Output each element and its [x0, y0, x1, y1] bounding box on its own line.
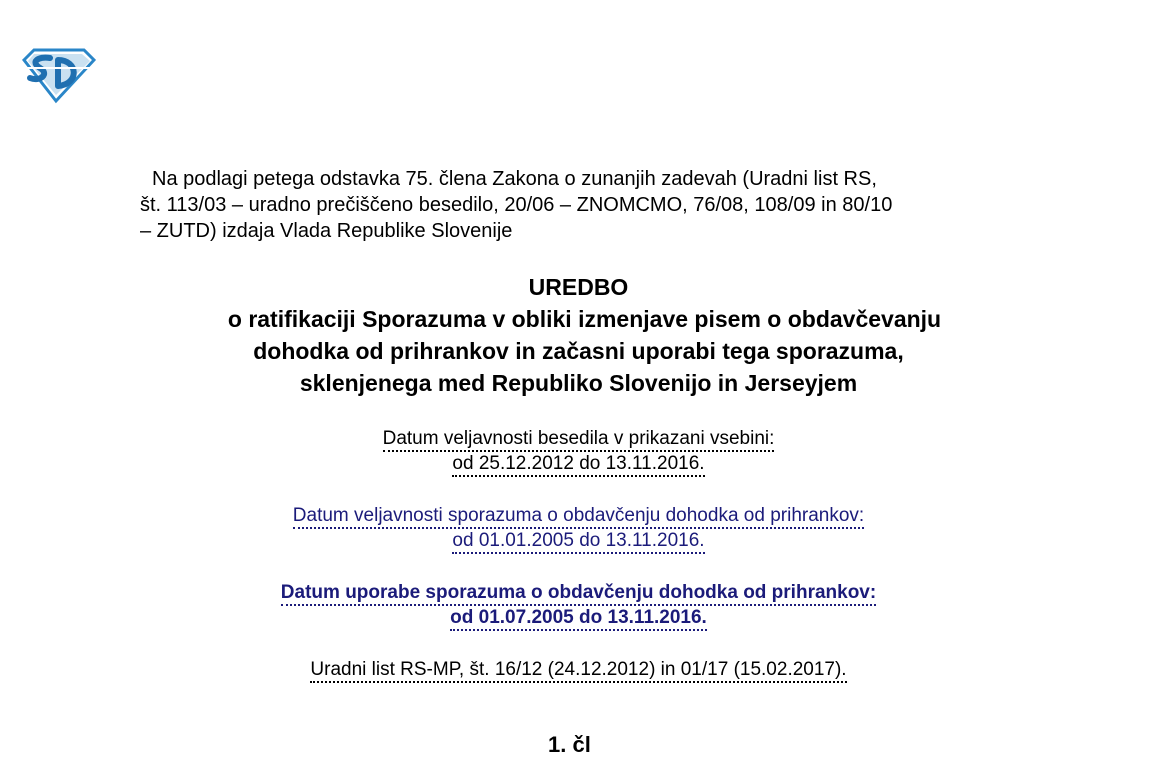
title-line: dohodka od prihrankov in začasni uporabi tega sporazuma,	[253, 338, 904, 364]
intro-paragraph	[140, 166, 1040, 244]
diamond-logo-icon	[20, 46, 96, 104]
text-validity-block	[0, 426, 1157, 476]
gazette-block	[0, 657, 1157, 682]
agreement-application-label[interactable]: Datum uporabe sporazuma o obdavčenju dohodka od prihrankov:	[281, 582, 876, 606]
text-validity-label[interactable]: Datum veljavnosti besedila v prikazani vsebini:	[383, 428, 775, 452]
gazette-reference-link[interactable]: Uradni list RS-MP, št. 16/12 (24.12.2012) in 01/17 (15.02.2017).	[310, 659, 846, 683]
agreement-validity-label[interactable]: Datum veljavnosti sporazuma o obdavčenju dohodka od prihrankov:	[293, 505, 864, 529]
agreement-application-value[interactable]: od 01.07.2005 do 13.11.2016.	[450, 607, 707, 631]
title-line: o ratifikaciji Sporazuma v obliki izmenjave pisem o obdavčevanju	[227, 306, 942, 332]
logo	[20, 46, 96, 104]
agreement-application-block	[0, 580, 1157, 630]
title-word: UREDBO	[528, 274, 629, 300]
agreement-validity-value[interactable]: od 01.01.2005 do 13.11.2016.	[452, 530, 704, 554]
intro-line: Na podlagi petega odstavka 75. člena Zakona o zunanjih zadevah (Uradni list RS,	[152, 168, 877, 190]
text-validity-value[interactable]: od 25.12.2012 do 13.11.2016.	[452, 453, 704, 477]
title-line: sklenjenega med Republiko Slovenijo in Jerseyjem	[299, 370, 858, 396]
article-heading-partial: 1. čl	[548, 732, 591, 757]
intro-line: št. 113/03 – uradno prečiščeno besedilo, 20/06 – ZNOMCMO, 76/08, 108/09 in 80/10	[140, 194, 893, 216]
intro-line: – ZUTD) izdaja Vlada Republike Slovenije	[140, 220, 513, 242]
agreement-validity-block	[0, 503, 1157, 553]
document-title	[0, 271, 1157, 399]
